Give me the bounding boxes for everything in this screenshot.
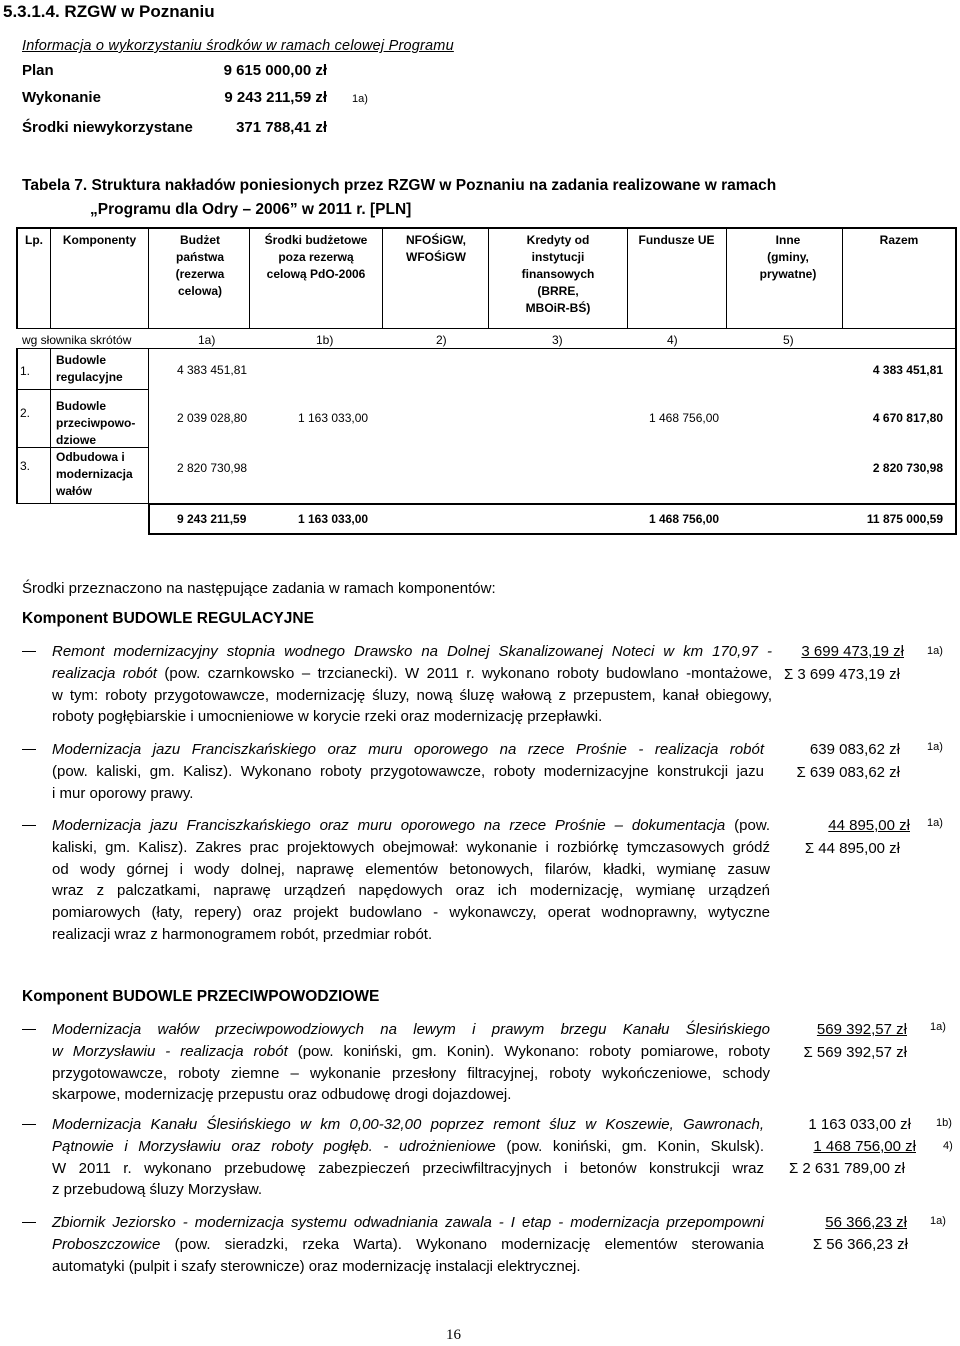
- bullet-dash: [22, 1222, 36, 1223]
- table-row-budzet: 2 039 028,80: [177, 411, 248, 425]
- abbrev-1a: 1a): [198, 333, 216, 347]
- task-amount: 1 468 756,00 zł: [813, 1138, 916, 1155]
- niewyk-label: Środki niewykorzystane: [22, 119, 193, 136]
- header-srodki: Środki budżetowe poza rezerwą celową PdO-2006: [264, 233, 368, 281]
- table-row-lp: 3.: [20, 459, 31, 473]
- bullet-dash: [22, 651, 36, 652]
- table-row-name: Odbudowa i modernizacja wałów: [56, 450, 133, 498]
- table-caption-line2: „Programu dla Odry – 2006” w 2011 r. [PLN]: [90, 201, 412, 218]
- header-inne: Inne (gminy, prywatne): [759, 233, 817, 281]
- task-sum: Σ 3 699 473,19 zł: [783, 666, 900, 683]
- task-note: 1a): [930, 1215, 946, 1227]
- abbrev-4: 4): [667, 333, 678, 347]
- task-amount: 3 699 473,19 zł: [801, 643, 904, 660]
- total-srodki: 1 163 033,00: [298, 512, 369, 526]
- task-amount: 44 895,00 zł: [828, 817, 910, 834]
- task-amount: 569 392,57 zł: [816, 1021, 907, 1038]
- table-row-budzet: 4 383 451,81: [177, 363, 248, 377]
- task-description: Modernizacja Kanału Ślesińskiego w km 0,00-32,00 poprzez remont śluz w Koszewie, Gawronach, Pątnowie i Morzysławiu oraz roboty pogłęb. - udrożnieniowe (pow. koniński, gm. Konin, Skulsk). W 2011 r. wykonano przebudowę zabezpieczeń przeciwfiltracyjnych i betonów konstrukcji wraz z przebudową śluzy Morzysław.: [52, 1116, 764, 1199]
- table-row-lp: 2.: [20, 406, 31, 420]
- niewyk-value: 371 788,41 zł: [236, 119, 327, 136]
- task-sum: Σ 56 366,23 zł: [812, 1236, 908, 1253]
- abbrev-3: 3): [552, 333, 563, 347]
- total-razem: 11 875 000,59: [866, 512, 943, 526]
- total-fundusze: 1 468 756,00: [649, 512, 720, 526]
- header-nfos: NFOŚiGW, WFOŚiGW: [406, 233, 466, 264]
- wykonanie-note: 1a): [352, 93, 368, 105]
- task-note: 1b): [936, 1117, 952, 1129]
- structure-table: [16, 227, 957, 535]
- task-sum: Σ 2 631 789,00 zł: [788, 1160, 905, 1177]
- abbrev-2: 2): [436, 333, 447, 347]
- task-description: Modernizacja jazu Franciszkańskiego oraz muru oporowego na rzece Prośnie - realizacja robót (pow. kaliski, gm. Kalisz). Wykonano roboty przygotowawcze, roboty modernizacyjne konstrukcji jazu i mur oporowy prawy.: [52, 741, 764, 802]
- plan-value: 9 615 000,00 zł: [223, 62, 327, 79]
- header-budzet: Budżet państwa (rezerwa celowa): [175, 233, 225, 298]
- plan-label: Plan: [22, 62, 54, 79]
- bullet-dash: [22, 1029, 36, 1030]
- task-sum: Σ 639 083,62 zł: [796, 764, 900, 781]
- komponent2-title: Komponent BUDOWLE PRZECIWPOWODZIOWE: [22, 988, 380, 1005]
- task-sum: Σ 569 392,57 zł: [803, 1044, 907, 1061]
- task-note: 4): [943, 1140, 953, 1152]
- table-row-razem: 4 383 451,81: [872, 363, 943, 377]
- task-description: Modernizacja jazu Franciszkańskiego oraz muru oporowego na rzece Prośnie – dokumentacja (pow. kaliski, gm. Kalisz). Zakres prac projektowych obejmował: wykonanie i rozbiórkę tymczasowych gródź od wody górnej i wody dolnej, naprawę elementów betonowych, filarów, kładki, wymianę zasuw wraz z palczatkami, naprawę urządzeń napędowych oraz ich modernizację, wymianę urządzeń pomiarowych (łaty, repery) oraz projekt budowlano - wykonawczy, operat wodnoprawny, wytyczne realizacji wraz z harmonogramem robót, przedmiar robót.: [52, 817, 770, 943]
- task-note: 1a): [927, 741, 943, 753]
- table-row-name: Budowle przeciwpowo-dziowe: [56, 399, 136, 447]
- table-row-srodki: 1 163 033,00: [298, 411, 369, 425]
- page-number: 16: [446, 1327, 461, 1343]
- table-row-razem: 4 670 817,80: [872, 411, 943, 425]
- task-note: 1a): [927, 817, 943, 829]
- header-lp: Lp.: [25, 233, 43, 247]
- table-row-razem: 2 820 730,98: [872, 461, 943, 475]
- section-heading: 5.3.1.4. RZGW w Poznaniu: [3, 2, 215, 21]
- bullet-dash: [22, 1124, 36, 1125]
- intro-text: Środki przeznaczono na następujące zadania w ramach komponentów:: [22, 580, 496, 597]
- header-komponenty: Komponenty: [62, 233, 137, 247]
- wykonanie-label: Wykonanie: [22, 89, 101, 106]
- komponent1-title: Komponent BUDOWLE REGULACYJNE: [22, 610, 314, 627]
- header-razem: Razem: [879, 233, 919, 247]
- table-row-budzet: 2 820 730,98: [177, 461, 248, 475]
- table-row-name: Budowle regulacyjne: [56, 353, 123, 384]
- table-row-fundusze: 1 468 756,00: [649, 411, 720, 425]
- table-caption-line1: Tabela 7. Struktura nakładów poniesionych przez RZGW w Poznaniu na zadania realizowane w ramach: [22, 177, 777, 194]
- task-description: Remont modernizacyjny stopnia wodnego Drawsko na Dolnej Skanalizowanej Noteci w km 170,97 - realizacja robót (pow. czarnkowsko – trzcianecki). W 2011 r. wykonano roboty budowlano -montażowe, w tym: roboty przygotowawcze, modernizację śluzy, nową śluzę wałową z przepustem, kanał obiegowy, roboty pogłębiarskie i umocnieniowe w korycie rzeki oraz modernizację przepławki.: [52, 643, 772, 726]
- wykonanie-value: 9 243 211,59 zł: [224, 89, 327, 106]
- task-description: Modernizacja wałów przeciwpowodziowych na lewym i prawym brzegu Kanału Ślesińskiego w Morzysławiu - realizacja robót (pow. koniński, gm. Konin). Wykonano: roboty pomiarowe, roboty przygotowawcze, roboty ziemne – wykonanie przesłony filtracyjnej, roboty wykończeniowe, schody skarpowe, modernizację przepustu oraz odbudowę drogi dojazdowej.: [52, 1021, 770, 1104]
- task-amount: 1 163 033,00 zł: [808, 1116, 911, 1133]
- task-amount: 56 366,23 zł: [825, 1214, 907, 1231]
- bullet-dash: [22, 825, 36, 826]
- task-note: 1a): [927, 645, 943, 657]
- total-budzet: 9 243 211,59: [177, 512, 247, 526]
- task-description: Zbiornik Jeziorsko - modernizacja systemu odwadniania zawala - I etap - modernizacja przepompowni Proboszczowice (pow. sieradzki, rzeka Warta). Wykonano modernizację elementów sterowania automatyki (pulpit i szafy sterownicze) oraz modernizację instalacji elektrycznej.: [52, 1214, 764, 1275]
- task-amount: 639 083,62 zł: [809, 741, 900, 758]
- info-subtitle: Informacja o wykorzystaniu środków w ramach celowej Programu: [22, 38, 454, 54]
- abbrev-5: 5): [783, 333, 794, 347]
- abbrev-1b: 1b): [316, 333, 334, 347]
- bullet-dash: [22, 749, 36, 750]
- task-note: 1a): [930, 1021, 946, 1033]
- table-row-lp: 1.: [20, 364, 31, 378]
- task-sum: Σ 44 895,00 zł: [804, 840, 900, 857]
- header-fundusze: Fundusze UE: [638, 233, 715, 247]
- abbrev-label: wg słownika skrótów: [22, 333, 132, 347]
- header-kredyty: Kredyty od instytucji finansowych (BRRE, MBOiR-BŚ): [521, 233, 595, 315]
